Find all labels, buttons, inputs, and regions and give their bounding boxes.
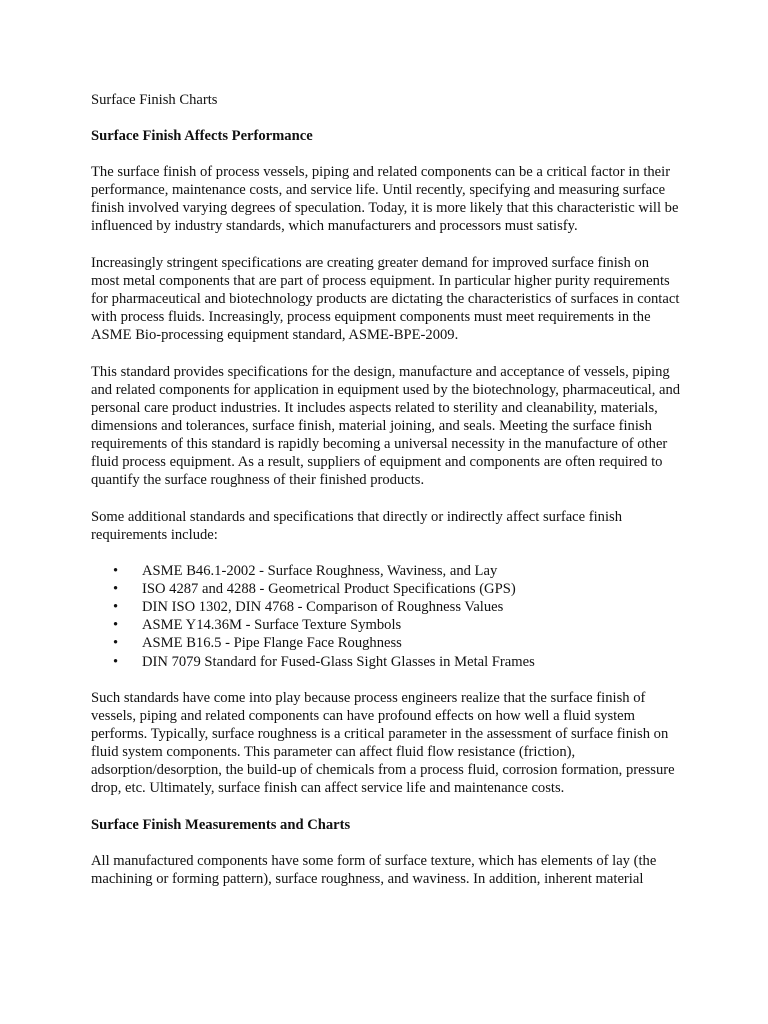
paragraph-specifications: Increasingly stringent specifications are creating greater demand for improved surface finish on most metal components that are part of process equipment. In particular higher purity requirements for pharmaceutical and biotechnology products are dictating the characteristics of surfaces in contact with process fluids. Increasingly, process equipment components must meet requirements in the ASME Bio-processing equipment standard, ASME-BPE-2009. <box>91 254 680 344</box>
list-item <box>91 562 681 580</box>
paragraph-surface-texture: All manufactured components have some form of surface texture, which has elements of lay (the machining or forming pattern), surface roughness, and waviness. In addition, inherent material <box>91 852 657 887</box>
bullet-icon: • <box>113 599 119 616</box>
section-heading-measurements: Surface Finish Measurements and Charts <box>91 816 351 833</box>
list-item <box>91 634 681 652</box>
list-item-text: ASME Y14.36M - Surface Texture Symbols <box>142 617 402 634</box>
list-item-text: ASME B16.5 - Pipe Flange Face Roughness <box>142 635 402 652</box>
list-item <box>91 653 681 671</box>
bullet-icon: • <box>113 653 119 670</box>
document-title: Surface Finish Charts <box>91 92 218 108</box>
paragraph-standard-description: This standard provides specifications for the design, manufacture and acceptance of vessels, piping and related components for application in equipment used by the biotechnology, pharmaceutical, and personal care product industries. It includes aspects related to sterility and cleanability, materials, dimensions and tolerances, surface finish, material joining, and seals. Meeting the surface finish requirements of this standard is rapidly becoming a universal necessity in the manufacture of other fluid process equipment. As a result, suppliers of equipment and components are often required to quantify the surface roughness of their finished products. <box>91 363 681 489</box>
list-item-text: DIN ISO 1302, DIN 4768 - Comparison of Roughness Values <box>142 599 504 616</box>
list-item-text: ASME B46.1-2002 - Surface Roughness, Waviness, and Lay <box>142 563 498 580</box>
bullet-icon: • <box>113 635 119 652</box>
bullet-icon: • <box>113 617 119 634</box>
section-heading-performance: Surface Finish Affects Performance <box>91 128 313 145</box>
list-item-text: ISO 4287 and 4288 - Geometrical Product Specifications (GPS) <box>142 581 516 598</box>
bullet-icon: • <box>113 563 119 580</box>
paragraph-intro: The surface finish of process vessels, piping and related components can be a critical factor in their performance, maintenance costs, and service life. Until recently, specifying and measuring surface finish involved varying degrees of speculation. Today, it is more likely that this characteristic will be influenced by industry standards, which manufacturers and processors must satisfy. <box>91 164 679 235</box>
list-item <box>91 598 681 616</box>
standards-list <box>91 562 681 671</box>
paragraph-closing: Such standards have come into play because process engineers realize that the surface finish of vessels, piping and related components can have profound effects on how well a fluid system performs. Typically, surface roughness is a critical parameter in the assessment of surface finish on fluid system components. This parameter can affect fluid flow resistance (friction), adsorption/desorption, the build-up of chemicals from a process fluid, corrosion formation, pressure drop, etc. Ultimately, surface finish can affect service life and maintenance costs. <box>91 689 675 797</box>
list-item <box>91 616 681 634</box>
document-page <box>91 91 681 906</box>
list-item <box>91 580 681 598</box>
paragraph-additional-standards: Some additional standards and specifications that directly or indirectly affect surface finish requirements include: <box>91 508 623 543</box>
bullet-icon: • <box>113 581 119 598</box>
list-item-text: DIN 7079 Standard for Fused-Glass Sight Glasses in Metal Frames <box>142 653 535 670</box>
